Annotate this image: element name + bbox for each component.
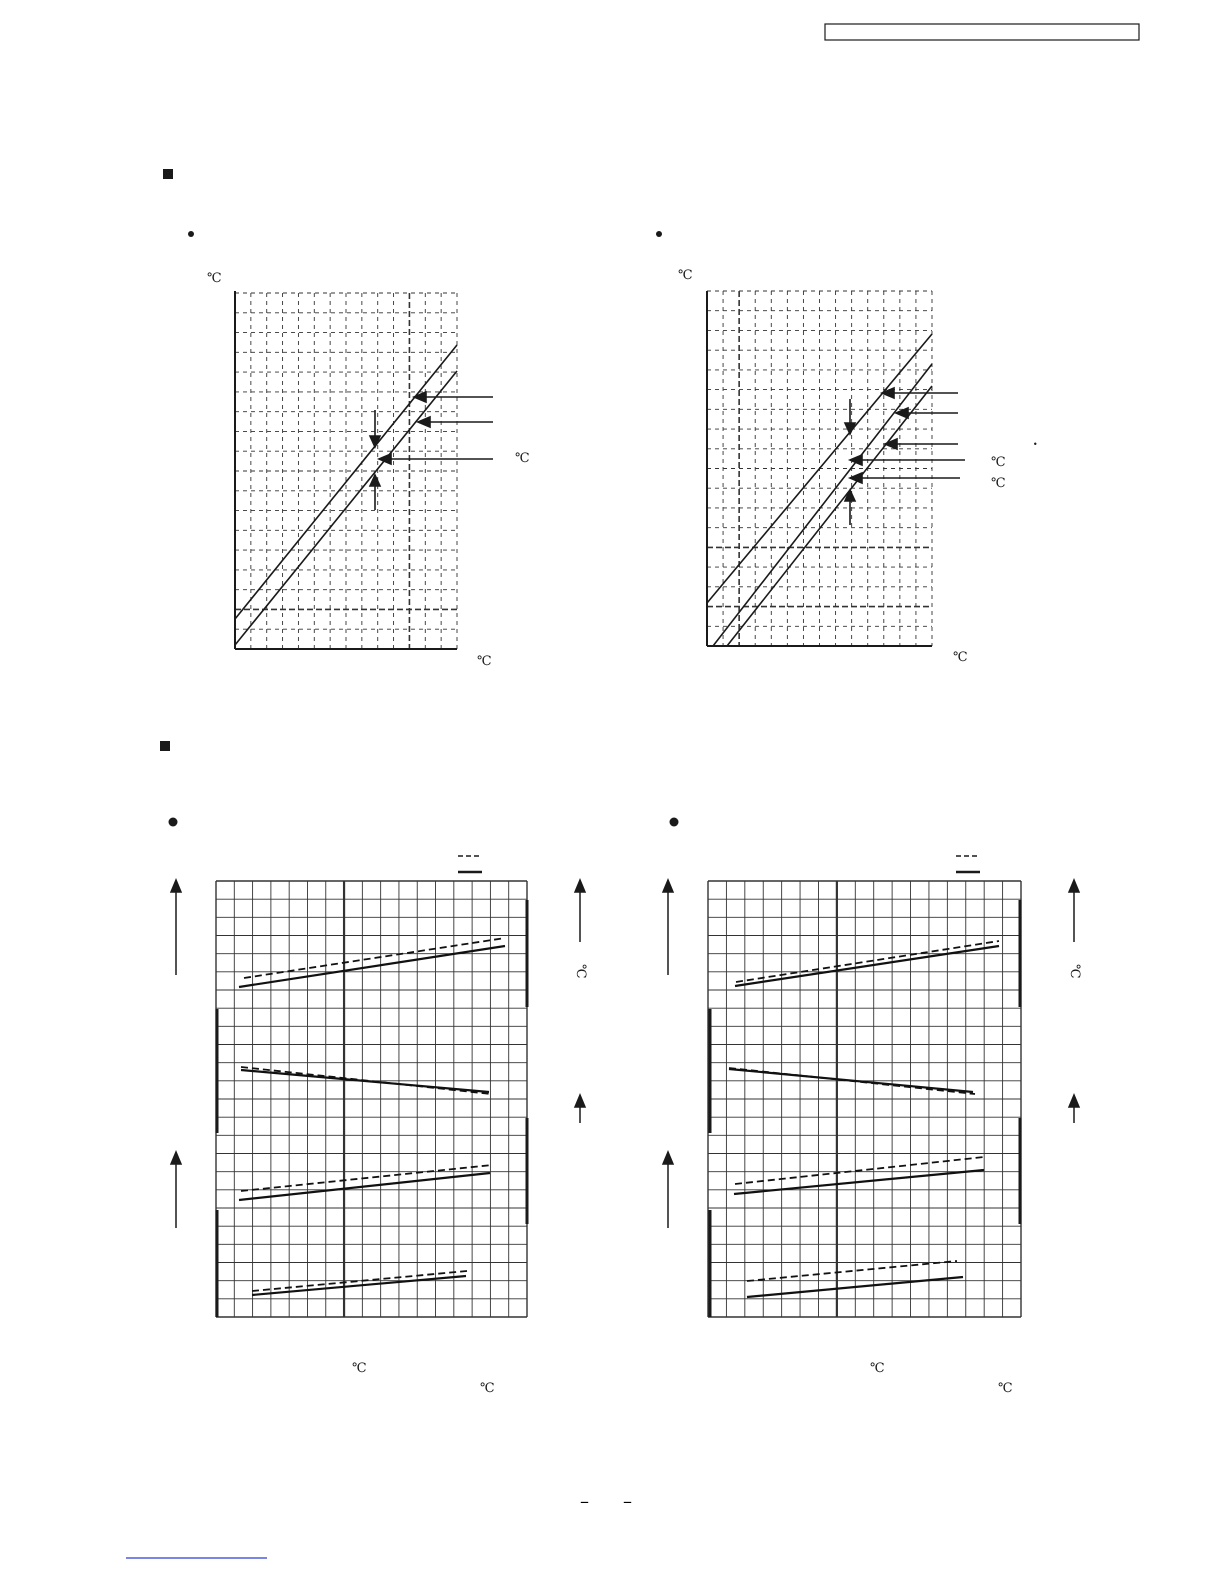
footer-page-dash-right: – bbox=[623, 1491, 632, 1512]
arrowhead-icon bbox=[171, 880, 181, 892]
top-left-unit-x: ℃ bbox=[477, 654, 492, 669]
top-right-unit-y: ℃ bbox=[678, 268, 693, 283]
top-left-unit-y: ℃ bbox=[207, 271, 222, 286]
arrowhead-icon bbox=[663, 880, 673, 892]
bottom-right-grid bbox=[708, 881, 1021, 1317]
bullet-icon bbox=[188, 231, 194, 237]
bottom-right-chart bbox=[663, 856, 1082, 1396]
bullet-icon bbox=[169, 818, 178, 827]
bullet-icon bbox=[670, 818, 679, 827]
header-box bbox=[825, 24, 1139, 40]
arrowhead-icon bbox=[418, 417, 430, 427]
solid-series-line bbox=[735, 946, 999, 986]
top-left-grid bbox=[235, 293, 457, 649]
bullet-icon bbox=[656, 231, 662, 237]
top-right-chart bbox=[678, 268, 1038, 665]
bottom-left-grid bbox=[216, 881, 527, 1317]
top-right-unit-x: ℃ bbox=[953, 650, 968, 665]
solid-series-line bbox=[252, 1276, 466, 1295]
bottom-left-unit-bottom-1: ℃ bbox=[352, 1361, 367, 1376]
section-marker-icon bbox=[163, 169, 173, 179]
bottom-left-unit-bottom-2: ℃ bbox=[480, 1381, 495, 1396]
top-left-callout-unit: ℃ bbox=[515, 451, 530, 466]
arrowhead-icon bbox=[379, 454, 391, 464]
bottom-right-unit-bottom-1: ℃ bbox=[870, 1361, 885, 1376]
arrowhead-icon bbox=[414, 392, 426, 402]
dashed-series-line bbox=[735, 1157, 984, 1184]
arrowhead-icon bbox=[171, 1152, 181, 1164]
dashed-series-line bbox=[747, 1261, 957, 1281]
section-marker-icon bbox=[160, 741, 170, 751]
arrowhead-icon bbox=[575, 880, 585, 892]
top-left-chart bbox=[207, 271, 530, 669]
arrowhead-icon bbox=[1069, 880, 1079, 892]
arrowhead-icon bbox=[663, 1152, 673, 1164]
top-right-callout-unit-2: ℃ bbox=[991, 476, 1006, 491]
solid-series-line bbox=[734, 1170, 984, 1194]
arrowhead-icon bbox=[885, 439, 897, 449]
top-right-callout-unit-1: ℃ bbox=[991, 455, 1006, 470]
bottom-left-unit-right: ℃ bbox=[573, 964, 588, 979]
top-right-line-2 bbox=[713, 364, 932, 646]
bottom-left-chart bbox=[171, 856, 588, 1396]
top-right-bullet-dot: . bbox=[1033, 434, 1038, 449]
top-left-line-upper bbox=[235, 345, 457, 619]
dashed-series-line bbox=[736, 941, 999, 982]
arrowhead-icon bbox=[575, 1095, 585, 1107]
solid-series-line bbox=[239, 946, 505, 987]
line-style-legend-icon bbox=[458, 856, 482, 872]
footer-page-dash-left: – bbox=[580, 1491, 589, 1512]
bottom-right-unit-bottom-2: ℃ bbox=[998, 1381, 1013, 1396]
arrowhead-icon bbox=[850, 455, 862, 465]
arrowhead-icon bbox=[1069, 1095, 1079, 1107]
line-style-legend-icon bbox=[956, 856, 980, 872]
bottom-right-unit-right: ℃ bbox=[1067, 964, 1082, 979]
